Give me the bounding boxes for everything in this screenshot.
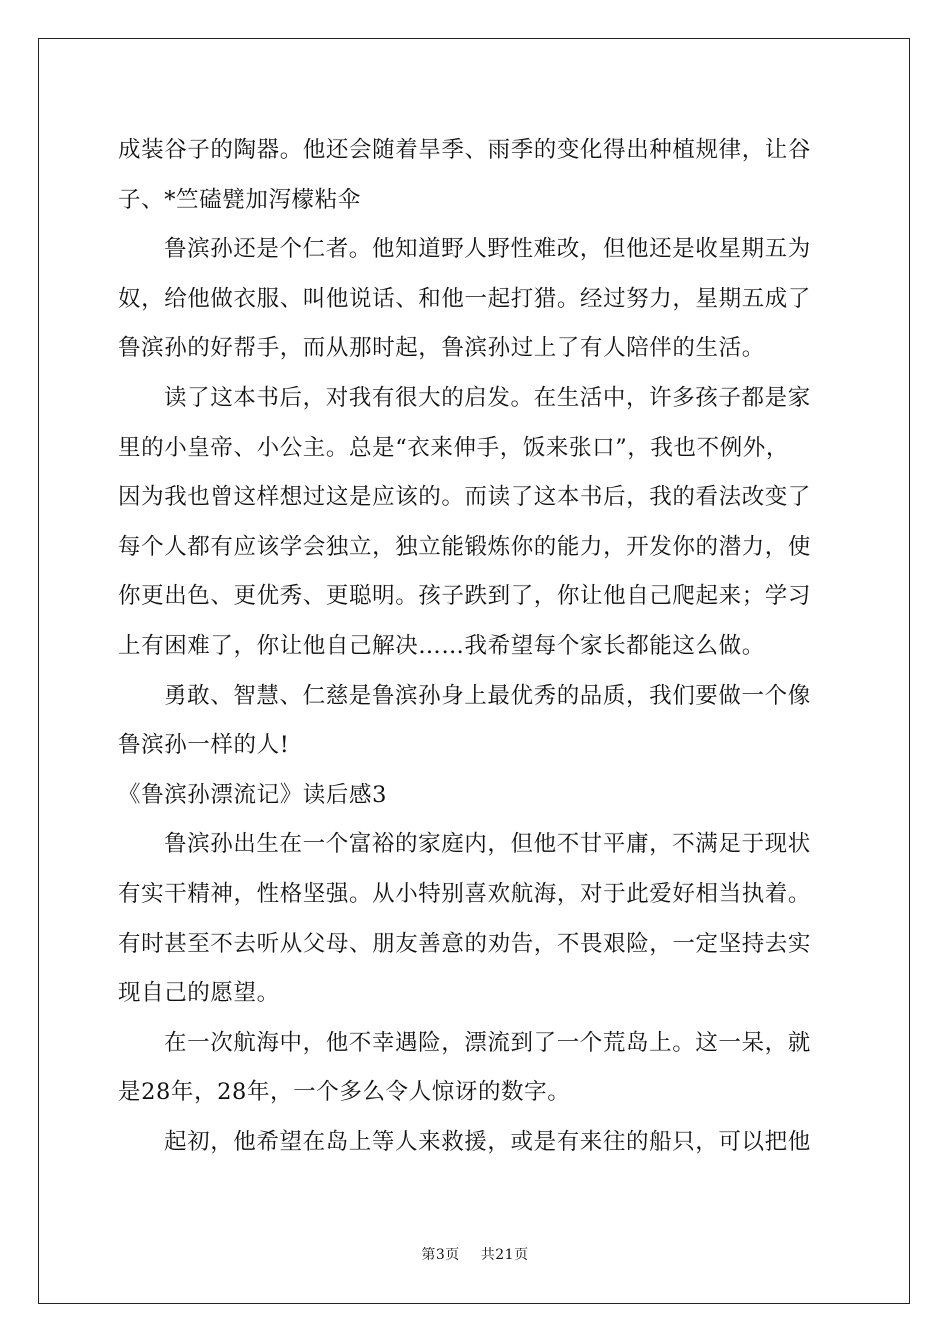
text-line-17: 有时甚至不去听从父母、朋友善意的劝告，不畏艰险，一定坚持去实 <box>118 930 812 957</box>
page-number: 第3页 <box>421 1247 460 1263</box>
text-line-19: 在一次航海中，他不幸遇险，漂流到了一个荒岛上。这一呆，就 <box>164 1029 811 1056</box>
text-line-9: 每个人都有应该学会独立，独立能锻炼你的能力，开发你的潜力，使 <box>118 533 812 560</box>
text-line-15: 鲁滨孙出生在一个富裕的家庭内，但他不甘平庸，不满足于现状 <box>164 831 811 858</box>
text-line-3: 鲁滨孙还是个仁者。他知道野人野性难改，但他还是收星期五为 <box>164 236 811 263</box>
text-line-4: 奴，给他做衣服、叫他说话、和他一起打猎。经过努力，星期五成了 <box>118 285 812 312</box>
text-line-11: 上有困难了，你让他自己解决……我希望每个家长都能这么做。 <box>118 632 765 659</box>
text-line-16: 有实干精神，性格坚强。从小特别喜欢航海，对于此爱好相当执着。 <box>118 880 812 907</box>
section-heading: 《鲁滨孙漂流记》读后感3 <box>118 781 388 808</box>
text-line-13: 鲁滨孙一样的人! <box>118 732 290 759</box>
text-line-12: 勇敢、智慧、仁慈是鲁滨孙身上最优秀的品质，我们要做一个像 <box>164 682 811 709</box>
page-total: 共21页 <box>480 1247 529 1263</box>
text-line-8: 因为我也曾这样想过这是应该的。而读了这本书后，我的看法改变了 <box>118 484 812 511</box>
text-line-6: 读了这本书后，对我有很大的启发。在生活中，许多孩子都是家 <box>164 384 811 411</box>
text-line-1: 成装谷子的陶器。他还会随着旱季、雨季的变化得出种植规律，让谷 <box>118 137 812 163</box>
page-footer <box>0 1244 950 1264</box>
document-body <box>118 126 832 1167</box>
text-line-21: 起初，他希望在岛上等人来救援，或是有来往的船只，可以把他 <box>164 1128 811 1155</box>
text-line-2: 子、*竺磕甓加泻檬粘伞 <box>118 186 361 213</box>
text-line-7: 里的小皇帝、小公主。总是“衣来伸手，饭来张口”，我也不例外， <box>118 434 790 461</box>
text-line-18: 现自己的愿望。 <box>118 980 280 1007</box>
text-line-5: 鲁滨孙的好帮手，而从那时起，鲁滨孙过上了有人陪伴的生活。 <box>118 335 765 362</box>
text-line-10: 你更出色、更优秀、更聪明。孩子跌到了，你让他自己爬起来；学习 <box>118 583 812 610</box>
text-line-20: 是28年，28年，一个多么令人惊讶的数字。 <box>118 1079 571 1106</box>
